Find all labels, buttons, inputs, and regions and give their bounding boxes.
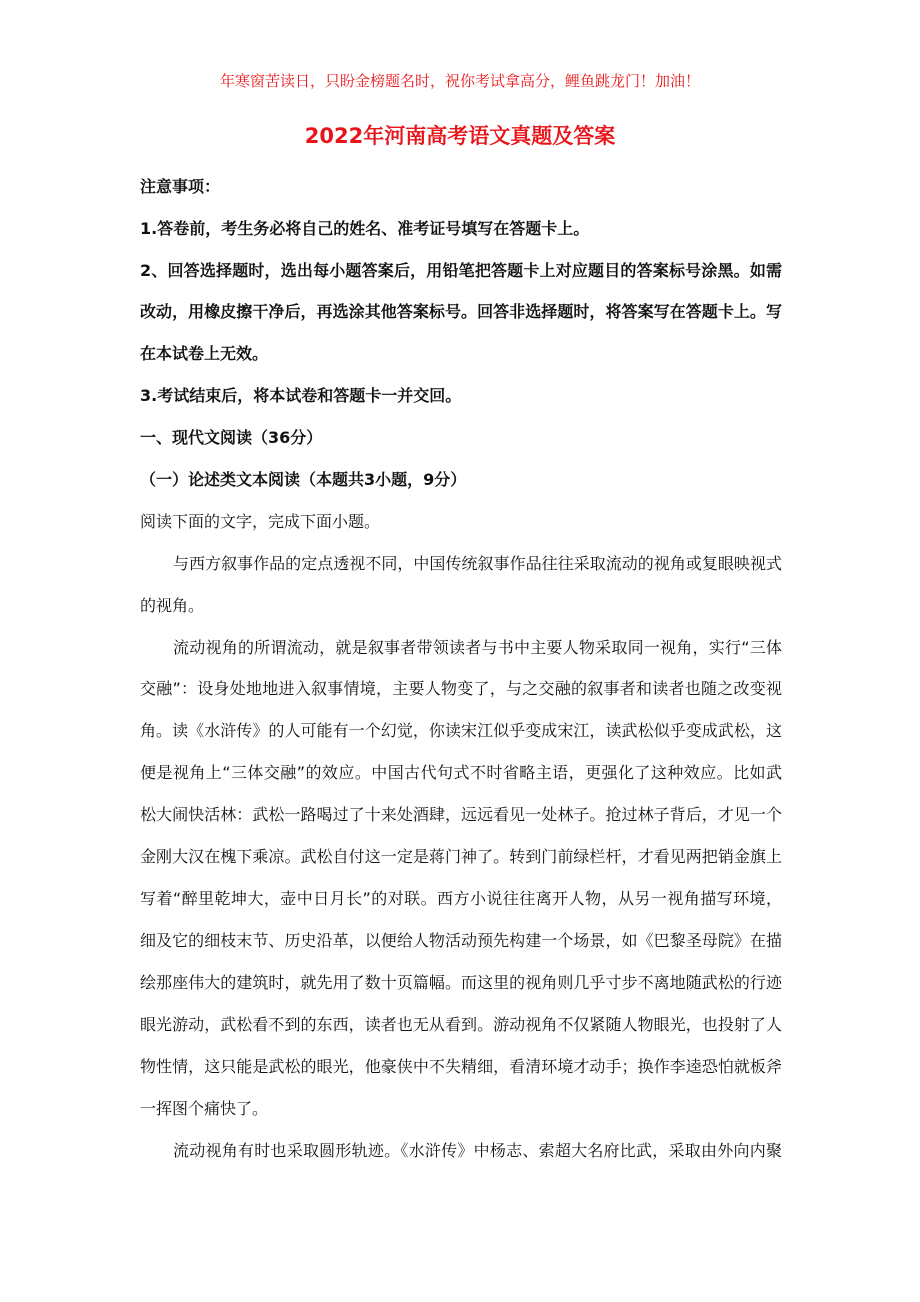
passage-line: 金刚大汉在槐下乘凉。武松自付这一定是蒋门神了。转到门前绿栏杆，才看见两把销金旗上 — [140, 847, 782, 866]
passage-line: 眼光游动，武松看不到的东西，读者也无从看到。游动视角不仅紧随人物眼光，也投射了人 — [140, 1015, 782, 1034]
instruction: 阅读下面的文字，完成下面小题。 — [140, 512, 381, 531]
passage-line: 写着“醉里乾坤大，壶中日月长”的对联。西方小说往往离开人物，从另一视角描写环境， — [140, 889, 782, 908]
motto-banner: 年寒窗苦读日，只盼金榜题名时，祝你考试拿高分，鲤鱼跳龙门！加油！ — [219, 72, 700, 90]
notice-item: 改动，用橡皮擦干净后，再选涂其他答案标号。回答非选择题时，将答案写在答题卡上。写 — [140, 302, 782, 321]
notice-heading: 注意事项： — [140, 177, 221, 196]
passage-line: 流动视角的所谓流动，就是叙事者带领读者与书中主要人物采取同一视角，实行“三体 — [173, 638, 782, 657]
passage-line: 松大闹快活林：武松一路喝过了十来处酒肆，远远看见一处林子。抢过林子背后，才见一个 — [140, 805, 782, 824]
passage-line: 一挥图个痛快了。 — [140, 1099, 269, 1118]
passage-line: 与西方叙事作品的定点透视不同，中国传统叙事作品往往采取流动的视角或复眼映视式 — [173, 554, 782, 573]
passage-line: 物性情，这只能是武松的眼光，他豪侠中不失精细，看清环境才动手；换作李逵恐怕就板斧 — [140, 1057, 782, 1076]
notice-item: 2、回答选择题时，选出每小题答案后，用铅笔把答题卡上对应题目的答案标号涂黑。如需 — [140, 261, 782, 280]
passage-line: 流动视角有时也采取圆形轨迹。《水浒传》中杨志、索超大名府比武，采取由外向内聚 — [173, 1141, 782, 1160]
subsection-heading: （一）论述类文本阅读（本题共3小题，9分） — [140, 470, 467, 489]
notice-item: 3.考试结束后，将本试卷和答题卡一并交回。 — [140, 386, 462, 405]
passage-line: 交融”：设身处地地进入叙事情境，主要人物变了，与之交融的叙事者和读者也随之改变视 — [140, 679, 782, 698]
section-heading: 一、现代文阅读（36分） — [140, 428, 323, 447]
page-title: 2022年河南高考语文真题及答案 — [304, 124, 616, 148]
passage-line: 细及它的细枝末节、历史沿革，以便给人物活动预先构建一个场景，如《巴黎圣母院》在描 — [140, 931, 782, 950]
passage-line: 便是视角上“三体交融”的效应。中国古代句式不时省略主语，更强化了这种效应。比如武 — [140, 763, 782, 782]
passage-line: 的视角。 — [140, 596, 205, 615]
notice-item: 1.答卷前，考生务必将自己的姓名、准考证号填写在答题卡上。 — [140, 219, 590, 238]
notice-item: 在本试卷上无效。 — [140, 344, 269, 363]
passage-line: 绘那座伟大的建筑时，就先用了数十页篇幅。而这里的视角则几乎寸步不离地随武松的行迹 — [140, 973, 782, 992]
passage-line: 角。读《水浒传》的人可能有一个幻觉，你读宋江似乎变成宋江，读武松似乎变成武松，这 — [140, 721, 782, 740]
